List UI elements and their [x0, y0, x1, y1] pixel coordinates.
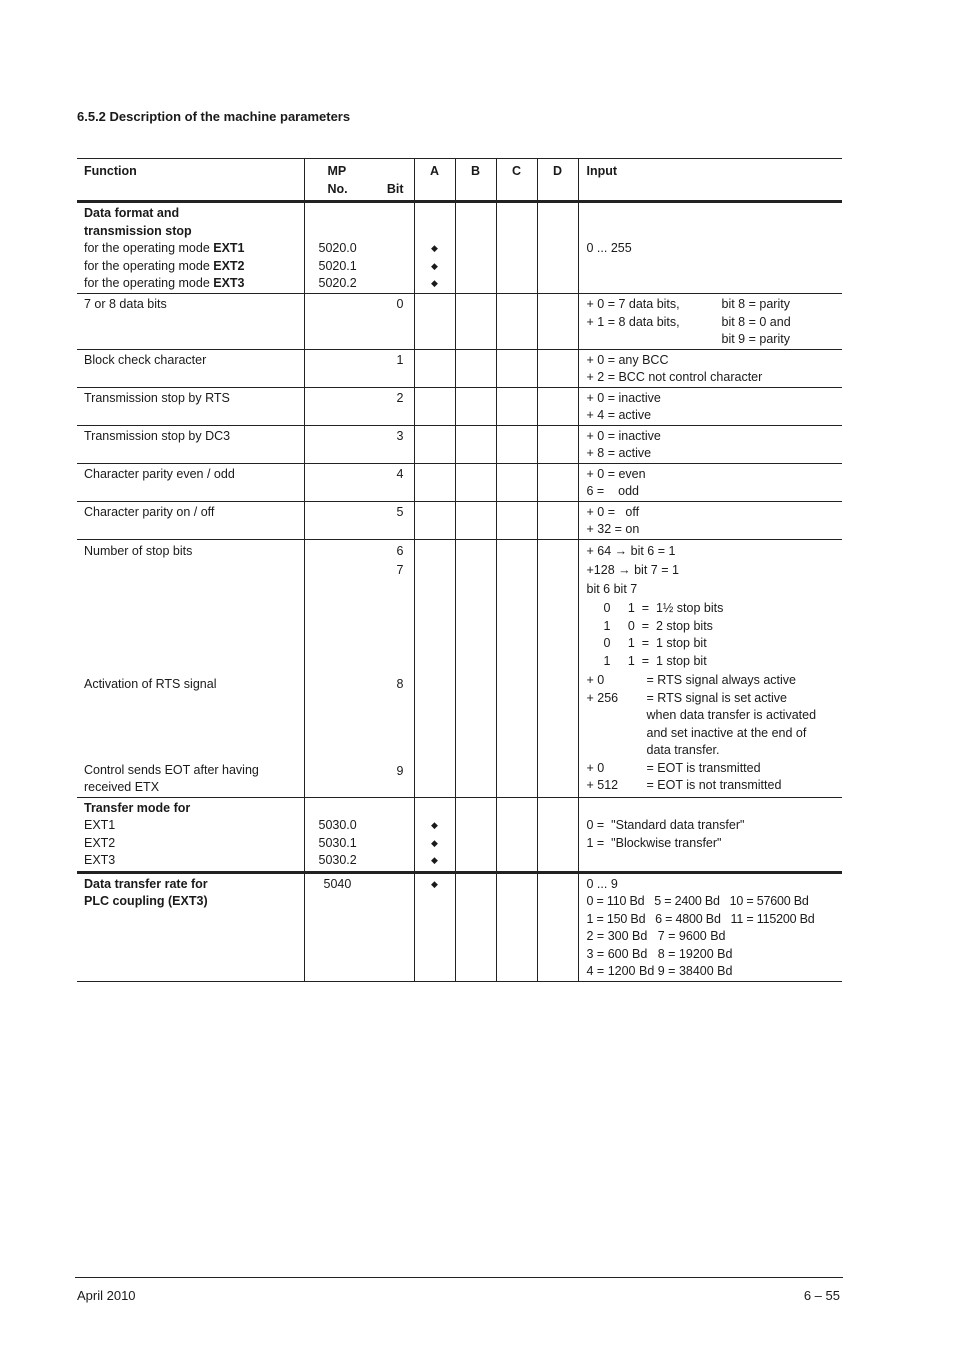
function-cell: Number of stop bits Activation of RTS signal Control sends EOT after having received ETX	[77, 539, 304, 797]
input-cell: + 0 = off + 32 = on	[578, 501, 842, 539]
mp-cell: 5040	[304, 872, 414, 981]
machine-parameters-table	[77, 158, 842, 982]
table-row	[77, 872, 842, 981]
bit-cell: 3	[304, 425, 414, 463]
header-d: D	[537, 159, 578, 202]
footer-divider	[75, 1277, 843, 1278]
diamond-icon: ◆	[431, 878, 438, 889]
table-header-row	[77, 159, 842, 202]
column-a-cell	[414, 202, 455, 294]
function-cell: Character parity even / odd	[77, 463, 304, 501]
table-row	[77, 501, 842, 539]
mp-cell: 5030.0 5030.1 5030.2	[304, 797, 414, 872]
mp-cell: 5020.0 5020.1 5020.2	[304, 202, 414, 294]
function-cell: Data transfer rate for PLC coupling (EXT3)	[77, 872, 304, 981]
bit-cell: 6 7 8 9	[304, 539, 414, 797]
header-function: Function	[77, 159, 304, 202]
function-cell: Transmission stop by DC3	[77, 425, 304, 463]
diamond-icon: ◆	[431, 820, 438, 830]
table-row	[77, 797, 842, 872]
bit-cell: 1	[304, 349, 414, 387]
header-b: B	[455, 159, 496, 202]
table-row	[77, 294, 842, 350]
column-a-cell	[414, 797, 455, 872]
table-row	[77, 349, 842, 387]
input-cell: 0 ... 255	[578, 202, 842, 294]
input-cell: + 0 = inactive + 8 = active	[578, 425, 842, 463]
diamond-icon: ◆	[431, 278, 438, 288]
input-cell: + 0 = inactive + 4 = active	[578, 387, 842, 425]
function-cell: 7 or 8 data bits	[77, 294, 304, 350]
table-row	[77, 425, 842, 463]
page-number: 6 – 55	[803, 1288, 840, 1303]
function-cell: Block check character	[77, 349, 304, 387]
column-a-cell	[414, 872, 455, 981]
bit-cell: 2	[304, 387, 414, 425]
header-a: A	[414, 159, 455, 202]
table-row	[77, 387, 842, 425]
diamond-icon: ◆	[431, 260, 438, 271]
table-row	[77, 539, 842, 797]
header-mp: MP No. Bit	[304, 159, 414, 202]
bit-cell: 5	[304, 501, 414, 539]
input-cell: + 64 → bit 6 = 1 +128 → bit 7 = 1 bit 6 bit 7 0 1 = 1½ stop bits 1 0 = 2 stop bits 0 1 = 1 stop bit 1 1 = 1 stop bit + 0 = RTS signal always active + 256 = RTS signal is set active when data transfer is activated and set inactive at the end of data transfer. + 0 = EOT is transmitted + 512 = EOT is not transmitted	[578, 539, 842, 797]
header-c: C	[496, 159, 537, 202]
table-row	[77, 202, 842, 294]
diamond-icon: ◆	[431, 855, 438, 865]
input-cell: + 0 = even 6 = odd	[578, 463, 842, 501]
bit-cell: 0	[304, 294, 414, 350]
header-input: Input	[578, 159, 842, 202]
input-cell: + 0 = any BCC + 2 = BCC not control character	[578, 349, 842, 387]
header-mp-bit: Bit	[386, 181, 404, 196]
function-cell: Transfer mode for EXT1 EXT2 EXT3	[77, 797, 304, 872]
diamond-icon: ◆	[431, 837, 438, 848]
function-cell: Data format and transmission stop for the operating mode EXT1 for the operating mode EXT2 for the operating mode EXT3	[77, 202, 304, 294]
diamond-icon: ◆	[431, 243, 438, 253]
function-cell: Character parity on / off	[77, 501, 304, 539]
header-mp-no: No.	[327, 181, 348, 196]
input-cell: + 0 = 7 data bits, bit 8 = parity + 1 = 8 data bits, bit 8 = 0 and bit 9 = parity	[578, 294, 842, 350]
input-cell: 0 ... 9 0 = 110 Bd 5 = 2400 Bd 10 = 57600 Bd 1 = 150 Bd 6 = 4800 Bd 11 = 115200 Bd 2 = 300 Bd 7 = 9600 Bd 3 = 600 Bd 8 = 19200 Bd 4 = 1200 Bd 9 = 38400 Bd	[578, 872, 842, 981]
table-row	[77, 463, 842, 501]
function-cell: Transmission stop by RTS	[77, 387, 304, 425]
input-cell: 0 = "Standard data transfer" 1 = "Blockwise transfer"	[578, 797, 842, 872]
footer-date: April 2010	[77, 1288, 136, 1303]
section-heading: 6.5.2 Description of the machine parameters	[77, 109, 351, 124]
bit-cell: 4	[304, 463, 414, 501]
